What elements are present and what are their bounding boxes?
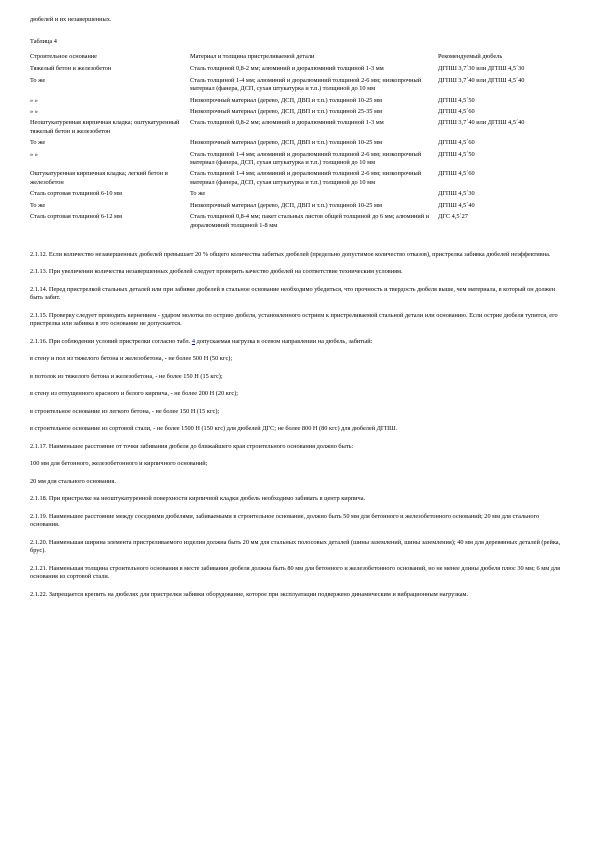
table-cell: То же (30, 139, 46, 147)
table-reference-link[interactable]: 4 (191, 337, 195, 345)
table-cell: » » (30, 108, 38, 116)
table-cell: Тяжелый бетон и железобетон (30, 65, 112, 73)
table-cell: » » (30, 150, 38, 158)
table-cell: ДГПШ 4,5´40 (438, 201, 475, 209)
paragraph (30, 338, 565, 347)
paragraph: 2.1.14. Перед пристрелкой стальных деталей или при забивке дюбелей в стальное основание необходимо убедиться, что прочность и твердость дюбеля выше, чем материала, в который он должен быть забит. (30, 285, 556, 302)
table-cell: Сталь толщиной 1-4 мм; алюминий и дюралюминий толщиной 2-6 мм; низкопрочный материал (фанера, ДСП, сухая штукатурка и т.п.) толщиной до 10 мм (190, 76, 422, 93)
table-cell: Оштукатуренная кирпичная кладка; легкий бетон и железобетон (30, 170, 168, 186)
paragraph: 2.1.15. Проверку следует проводить кернением - ударом молотка по острию дюбеля, установленного острием к пристреливаемой стальной детали или основанию. Если острие дюбеля тупится, его пристрелка или забивка в это основание не допускается. (30, 311, 558, 328)
table-cell: ДГПШ 4,5´30 (438, 190, 475, 198)
table-cell: Сталь толщиной 0,8-4 мм; пакет стальных листов общей толщиной до 6 мм; алюминий и дюралюминий толщиной 1-8 мм (190, 213, 430, 229)
paragraph: 2.1.12. Если количество незавершенных дюбелей превышает 20 % общего количества забитых дюбелей (предельно допустимое количество отказов), пристрелка забивка дюбелей неэффективна. (30, 250, 551, 258)
table-row (30, 139, 565, 150)
table-cell: Сталь толщиной 0,8-2 мм; алюминий и дюралюминий толщиной 1-3 мм (190, 119, 384, 127)
table-cell: ДГПШ 4,5´60 (438, 108, 475, 116)
paragraph: 2.1.22. Запрещается крепить на дюбелях для пристрелки забивки оборудование, которое при эксплуатации подвержено динамическим и вибрационным нагрузкам. (30, 590, 469, 598)
table-cell: ДГПШ 4,5´60 (438, 139, 475, 147)
paragraph: в строительное основание из сортовой стали, - не более 1500 Н (150 кгс) для дюбелей ДГС; не более 800 Н (80 кгс) для дюбелей ДГПШ. (30, 425, 398, 433)
table-cell: ДГПШ 4,5´60 (438, 170, 475, 178)
table-cell: То же (30, 76, 46, 84)
table-cell: Низкопрочный материал (дерево, ДСП, ДВП и т.п.) толщиной 10-25 мм (190, 139, 382, 147)
table-cell: ДГС 4,5´27 (438, 213, 468, 221)
table-cell: Сталь сортовая толщиной 6-10 мм (30, 190, 123, 198)
paragraph: в потолок из тяжелого бетона и железобетона, - не более 150 Н (15 кгс); (30, 372, 223, 380)
paragraphs (30, 251, 565, 600)
column-header: Рекомендуемый дюбель (438, 53, 503, 60)
table-cell: ДГПШ 3,7´30 или ДГПШ 4,5´30 (438, 65, 525, 73)
paragraph: 2.1.18. При пристрелке на неоштукатуренной поверхности кирпичной кладки дюбель необходимо забивать в центр кирпича. (30, 495, 366, 503)
table-cell: Низкопрочный материал (дерево, ДСП, ДВП и т.п.) толщиной 10-25 мм (190, 96, 382, 104)
table-cell: Сталь толщиной 1-4 мм; алюминий и дюралюминий толщиной 2-6 мм; низкопрочный материал (фанера, ДСП, сухая штукатурка и т.п.) толщиной до 10 мм (190, 150, 422, 167)
paragraph: в стену и пол из тяжелого бетона и железобетона, - не более 500 Н (50 кгс); (30, 355, 233, 363)
table-row (30, 97, 565, 108)
paragraph: в строительное основание из легкого бетона, - не более 150 Н (15 кгс); (30, 407, 220, 415)
paragraph: 100 мм для бетонного, железобетонного и кирпичного оснований; (30, 460, 208, 468)
table-row (30, 65, 565, 76)
dowel-table (30, 53, 565, 233)
table-row (30, 213, 565, 233)
paragraph: 2.1.20. Наименьшая ширина элемента пристреливаемого изделия должна быть 20 мм для стальных полосовых деталей (шины заземлений, шины заземления); 40 мм для деревянных деталей (рейка, брус). (30, 538, 561, 555)
paragraph: 2.1.19. Наименьшее расстояние между соседними дюбелями, забиваемыми в строительное основание, должно быть 50 мм для бетонного и железобетонного оснований; 20 мм для стального основания. (30, 512, 540, 529)
table-cell: Неоштукатуренная кирпичная кладка; оштукатуренный тяжелый бетон и железобетон (30, 119, 180, 135)
table-cell: Сталь толщиной 1-4 мм; алюминий и дюралюминий толщиной 2-6 мм; низкопрочный материал (фанера, ДСП, сухая штукатурка и т.п.) толщиной до 10 мм (190, 170, 422, 186)
table-cell: То же (190, 190, 206, 198)
column-header: Строительное основание (30, 53, 97, 60)
document-page (30, 16, 565, 608)
table-cell: ДГПШ 4,5´50 (438, 96, 475, 104)
paragraph: в стену из отпущенного красного и белого кирпича, - не более 200 Н (20 кгс); (30, 390, 238, 398)
table-header-row (30, 53, 565, 65)
table-row (30, 108, 565, 119)
table-row (30, 202, 565, 213)
column-header: Материал и толщина пристреливаемой детали (190, 53, 315, 60)
table-cell: » » (30, 96, 38, 104)
table-row (30, 190, 565, 201)
paragraph-text: 2.1.16. При соблюдении условий пристрелки согласно табл. (30, 337, 192, 345)
paragraph-text: допускаемая нагрузка в осевом направлении на дюбель, забитый: (195, 337, 373, 345)
table-cell: Низкопрочный материал (дерево, ДСП, ДВП и т.п.) толщиной 25-35 мм (190, 108, 382, 116)
table-caption: Таблица 4 (30, 37, 57, 45)
table-row (30, 77, 565, 97)
table-cell: ДГПШ 4,5´50 (438, 150, 475, 158)
intro-line: дюбелей и их незавершенных. (30, 16, 112, 23)
paragraph: 20 мм для стального основания. (30, 477, 116, 485)
table-cell: Сталь сортовая толщиной 6-12 мм (30, 213, 123, 221)
paragraph: 2.1.17. Наименьшее расстояние от точки забивания дюбеля до ближайшего края строительного основания должно быть: (30, 442, 354, 450)
table-cell: ДГПШ 3,7´40 или ДГПШ 4,5´40 (438, 119, 525, 127)
paragraph: 2.1.13. При увеличении количества незавершенных дюбелей следует проверить качество дюбелей на соответствие техническим условиям. (30, 268, 403, 276)
table-row (30, 119, 565, 139)
table-cell: Низкопрочный материал (дерево, ДСП, ДВП и т.п.) толщиной 10-25 мм (190, 201, 382, 209)
table-cell: Сталь толщиной 0,8-2 мм; алюминий и дюралюминий толщиной 1-3 мм (190, 65, 384, 73)
table-row (30, 151, 565, 171)
table-cell: То же (30, 201, 46, 209)
table-row (30, 170, 565, 190)
paragraph: 2.1.21. Наименьшая толщина строительного основания в месте забивания дюбеля должна быть 80 мм для бетонного и железобетонного оснований, но не менее длины дюбеля плюс 30 мм; 6 мм для основания из сортовой стали. (30, 564, 561, 581)
table-cell: ДГПШ 3,7´40 или ДГПШ 4,5´40 (438, 76, 525, 84)
